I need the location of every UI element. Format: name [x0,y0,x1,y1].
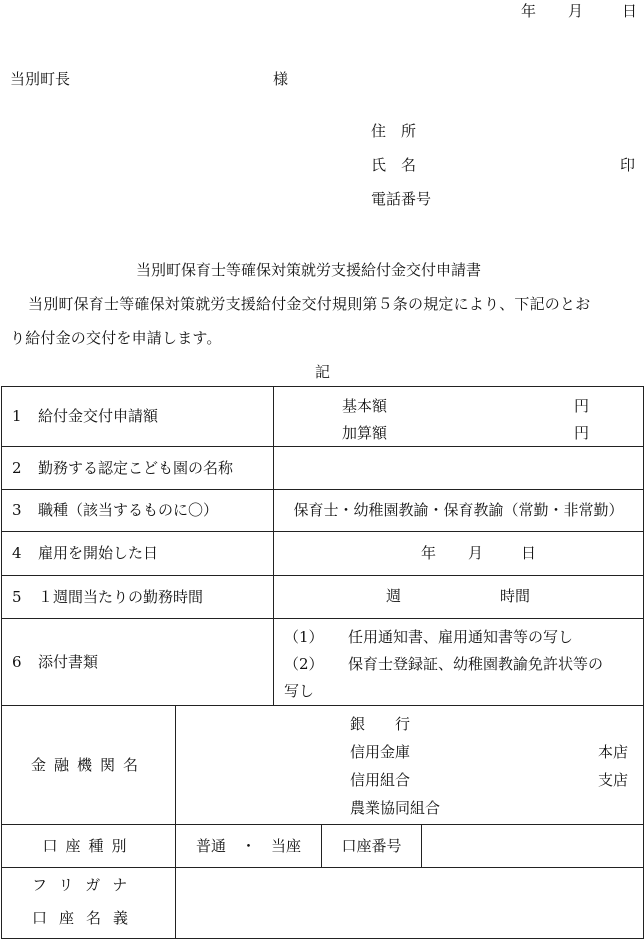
addressee-name: 当別町長 [10,70,71,88]
row-number: 5 [12,587,22,606]
row-label: 職種（該当するものに〇） [38,501,219,519]
start-day-label: 日 [521,544,537,562]
account-number-label: 口座番号 [341,836,402,855]
table-row [2,447,644,490]
table-row [2,619,644,706]
table-row [2,576,644,619]
date-year-label: 年 [521,2,537,20]
hours-label: 時間 [500,587,531,605]
account-number-label-cell [322,825,422,868]
addressee-honorific: 様 [273,70,289,88]
row3-label-cell [2,490,274,532]
table-row [2,825,644,868]
row4-label-cell [2,532,274,576]
job-type-cell[interactable] [274,490,644,532]
account-name-input[interactable] [176,868,644,939]
row-number: 6 [12,652,22,671]
amount-cell[interactable] [274,387,644,447]
ki-heading: 記 [315,363,331,381]
account-name-label-cell [2,868,176,939]
row5-label-cell [2,576,274,619]
application-table [1,386,644,939]
base-amount-label: 基本額 [342,397,388,415]
shinkin-option: 信用金庫 [350,743,411,761]
table-row [2,868,644,939]
attachments-cell [274,619,644,706]
row-label: １週間当たりの勤務時間 [38,587,204,606]
account-number-input[interactable] [422,825,644,868]
date-day-label: 日 [622,2,638,20]
row-number: 2 [12,458,22,477]
attachment-2-continued: 写し [284,682,315,700]
row-label: 勤務する認定こども園の名称 [38,458,234,477]
extra-amount-unit: 円 [574,424,590,442]
shiten-option: 支店 [598,771,629,789]
noukyou-option: 農業協同組合 [350,799,441,817]
bank-name-cell[interactable] [176,706,644,825]
attachment-1-number: （1） [284,628,324,646]
row-number: 1 [12,407,22,425]
extra-amount-label: 加算額 [342,424,388,442]
attachment-2-number: （2） [284,655,324,673]
row-number: 4 [12,544,22,562]
week-label: 週 [386,587,402,605]
row-label: 雇用を開始した日 [38,544,159,562]
account-type-options: 普通 ・ 当座 [196,836,302,855]
row-number: 3 [12,501,22,519]
row1-label-cell [2,387,274,447]
base-amount-unit: 円 [574,397,590,415]
table-row [2,532,644,576]
facility-name-input[interactable] [274,447,644,490]
row6-label-cell [2,619,274,706]
start-month-label: 月 [468,544,484,562]
shinkumi-option: 信用組合 [350,771,411,789]
attachment-2-text: 保育士登録証、幼稚園教諭免許状等の [348,655,604,673]
phone-label: 電話番号 [371,190,432,208]
account-type-label-cell [2,825,176,868]
start-date-cell[interactable] [274,532,644,576]
furigana-label: フリガナ [32,876,140,894]
date-month-label: 月 [568,2,584,20]
bank-label-cell [2,706,176,825]
account-type-label: 口座種別 [42,836,135,855]
account-name-label: 口座名義 [32,909,141,927]
bank-option: 銀 行 [350,715,411,733]
seal-label: 印 [620,156,636,174]
body-line-1: 当別町保育士等確保対策就労支援給付金交付規則第５条の規定により、下記のとお [28,295,591,313]
row-label: 給付金交付申請額 [38,407,159,425]
row-label: 添付書類 [38,652,99,671]
table-row [2,387,644,447]
table-row [2,706,644,825]
weekly-hours-cell[interactable] [274,576,644,619]
row2-label-cell [2,447,274,490]
attachment-1-text: 任用通知書、雇用通知書等の写し [348,628,574,646]
address-label: 住 所 [371,122,417,140]
body-line-2: り給付金の交付を申請します。 [10,329,222,347]
bank-label: 金融機関名 [30,755,146,774]
honten-option: 本店 [598,743,629,761]
start-year-label: 年 [421,544,437,562]
name-label: 氏 名 [371,156,417,174]
account-type-cell[interactable] [176,825,322,868]
job-type-options: 保育士・幼稚園教諭・保育教諭（常勤・非常勤） [293,501,624,519]
document-title: 当別町保育士等確保対策就労支援給付金交付申請書 [136,261,482,279]
table-row [2,490,644,532]
